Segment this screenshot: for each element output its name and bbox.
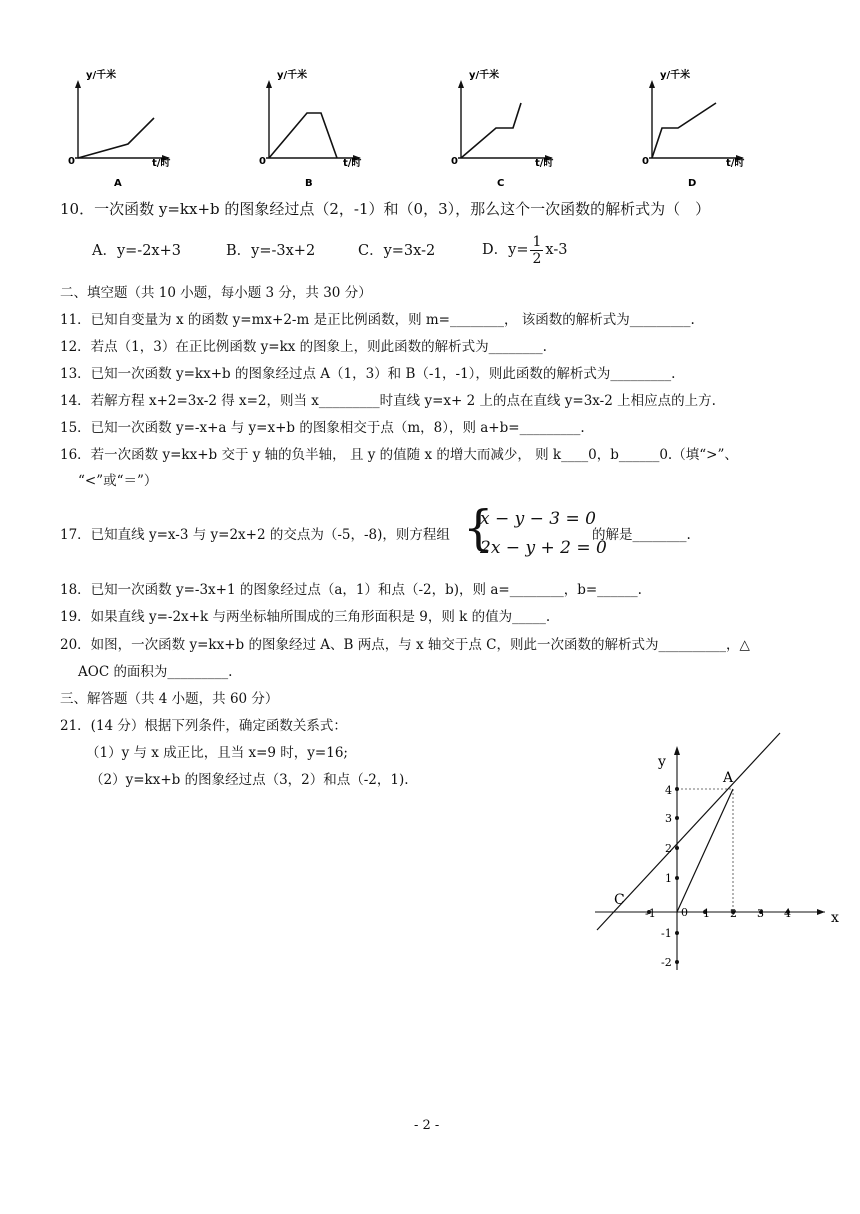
y-tick-label: -2 xyxy=(661,956,672,969)
point-c-label: C xyxy=(614,892,625,908)
fraction-denominator: 2 xyxy=(532,250,542,267)
x-axis-label: x xyxy=(831,910,839,926)
question-12: 12．若点（1，3）在正比例函数 y=kx 的图象上，则此函数的解析式为________. xyxy=(60,339,547,355)
fraction-numerator: 1 xyxy=(532,233,542,250)
question-21-part-2: （2）y=kx+b 的图象经过点（3，2）和点（-2，1). xyxy=(90,772,409,788)
graph-y-label: y/千米 xyxy=(660,70,691,81)
x-tick-label: 2 xyxy=(730,907,737,920)
question-15: 15．已知一次函数 y=-x+a 与 y=x+b 的图象相交于点（m，8），则 a+b=_________. xyxy=(60,420,585,436)
q10-option-b: B．y=-3x+2 xyxy=(226,243,316,259)
question-17-suffix: 的解是________. xyxy=(592,527,691,543)
x-tick-label: 4 xyxy=(784,907,791,920)
y-tick-label: -1 xyxy=(661,927,672,940)
point-a-label: A xyxy=(723,770,734,786)
graph-x-label: t/时 xyxy=(726,158,745,169)
question-20-cont: AOC 的面积为_________. xyxy=(78,664,233,680)
graph-origin-label: 0 xyxy=(451,156,458,167)
q10-option-d xyxy=(482,228,567,272)
graph-line xyxy=(269,113,337,158)
question-16: 16．若一次函数 y=kx+b 交于 y 轴的负半轴， 且 y 的值随 x 的增大而减少， 则 k____0，b______0.（填“>”、 xyxy=(60,447,738,463)
graph-y-arrow xyxy=(458,80,464,88)
graph-line xyxy=(78,118,154,158)
q10-option-d-suffix: x-3 xyxy=(545,242,568,258)
graph-origin-label: 0 xyxy=(642,156,649,167)
segment-oa xyxy=(677,789,733,912)
graph-origin-label: 0 xyxy=(68,156,75,167)
graph-y-label: y/千米 xyxy=(469,70,500,81)
y-tick-label: 3 xyxy=(665,812,672,825)
graph-y-arrow xyxy=(75,80,81,88)
question-16-cont: “<”或“＝”） xyxy=(78,473,158,489)
graph-y-label: y/千米 xyxy=(86,70,117,81)
answer-option-graphs xyxy=(0,0,860,200)
page-number: - 2 - xyxy=(414,1118,440,1133)
x-tick-label: 1 xyxy=(703,907,710,920)
x-axis-arrow xyxy=(817,909,825,915)
graph-option-label: A xyxy=(114,178,122,189)
y-axis-arrow xyxy=(674,746,680,755)
x-tick-label: 3 xyxy=(757,907,764,920)
question-21: 21．(14 分）根据下列条件，确定函数关系式： xyxy=(60,718,347,734)
question-18: 18．已知一次函数 y=-3x+1 的图象经过点（a，1）和点（-2，b)，则 a=________，b=______. xyxy=(60,582,642,598)
q10-option-d-prefix: D．y= xyxy=(482,242,529,258)
graph-x-label: t/时 xyxy=(343,158,362,169)
graph-origin-label: 0 xyxy=(259,156,266,167)
section-3-heading: 三、解答题（共 4 小题，共 60 分） xyxy=(60,691,279,707)
graph-option-label: B xyxy=(305,178,313,189)
y-axis-label: y xyxy=(658,754,666,770)
section-2-heading: 二、填空题（共 10 小题，每小题 3 分，共 30 分） xyxy=(60,285,372,301)
graph-option-label: C xyxy=(497,178,505,189)
fraction-one-half xyxy=(530,234,543,267)
graph-line xyxy=(652,103,716,158)
system-equation-2: 2x − y + 2 = 0 xyxy=(480,538,607,558)
graph-x-label: t/时 xyxy=(535,158,554,169)
x-tick-label: -1 xyxy=(645,907,656,920)
graph-x-label: t/时 xyxy=(152,158,171,169)
graph-option-label: D xyxy=(688,178,697,189)
origin-label: 0 xyxy=(681,906,688,919)
question-10: 10．一次函数 y=kx+b 的图象经过点（2，-1）和（0，3），那么这个一次函数的解析式为（ ） xyxy=(60,200,711,218)
graph-y-label: y/千米 xyxy=(277,70,308,81)
system-equation-1: x − y − 3 = 0 xyxy=(480,509,596,529)
question-13: 13．已知一次函数 y=kx+b 的图象经过点 A（1，3）和 B（-1，-1），则此函数的解析式为_________. xyxy=(60,366,676,382)
question-11: 11．已知自变量为 x 的函数 y=mx+2-m 是正比例函数，则 m=________， 该函数的解析式为_________. xyxy=(60,312,695,328)
q10-option-c: C．y=3x-2 xyxy=(358,243,436,259)
question-21-part-1: （1）y 与 x 成正比，且当 x=9 时，y=16; xyxy=(86,745,348,761)
y-tick-label: 1 xyxy=(665,872,672,885)
system-brace: { xyxy=(463,500,494,556)
question-17-prefix: 17．已知直线 y=x-3 与 y=2x+2 的交点为（-5，-8)，则方程组 xyxy=(60,527,450,543)
coordinate-diagram xyxy=(590,730,850,980)
graph-y-arrow xyxy=(266,80,272,88)
graph-line xyxy=(461,103,521,158)
graph-y-arrow xyxy=(649,80,655,88)
y-tick-label: 2 xyxy=(665,842,672,855)
q10-option-a: A．y=-2x+3 xyxy=(92,243,181,259)
y-tick-label: 4 xyxy=(665,784,672,797)
question-19: 19．如果直线 y=-2x+k 与两坐标轴所围成的三角形面积是 9，则 k 的值为_____. xyxy=(60,609,551,625)
question-20: 20．如图，一次函数 y=kx+b 的图象经过 A、B 两点，与 x 轴交于点 C，则此一次函数的解析式为__________，△ xyxy=(60,637,750,653)
question-14: 14．若解方程 x+2=3x-2 得 x=2，则当 x_________时直线 y=x+ 2 上的点在直线 y=3x-2 上相应点的上方. xyxy=(60,393,716,409)
